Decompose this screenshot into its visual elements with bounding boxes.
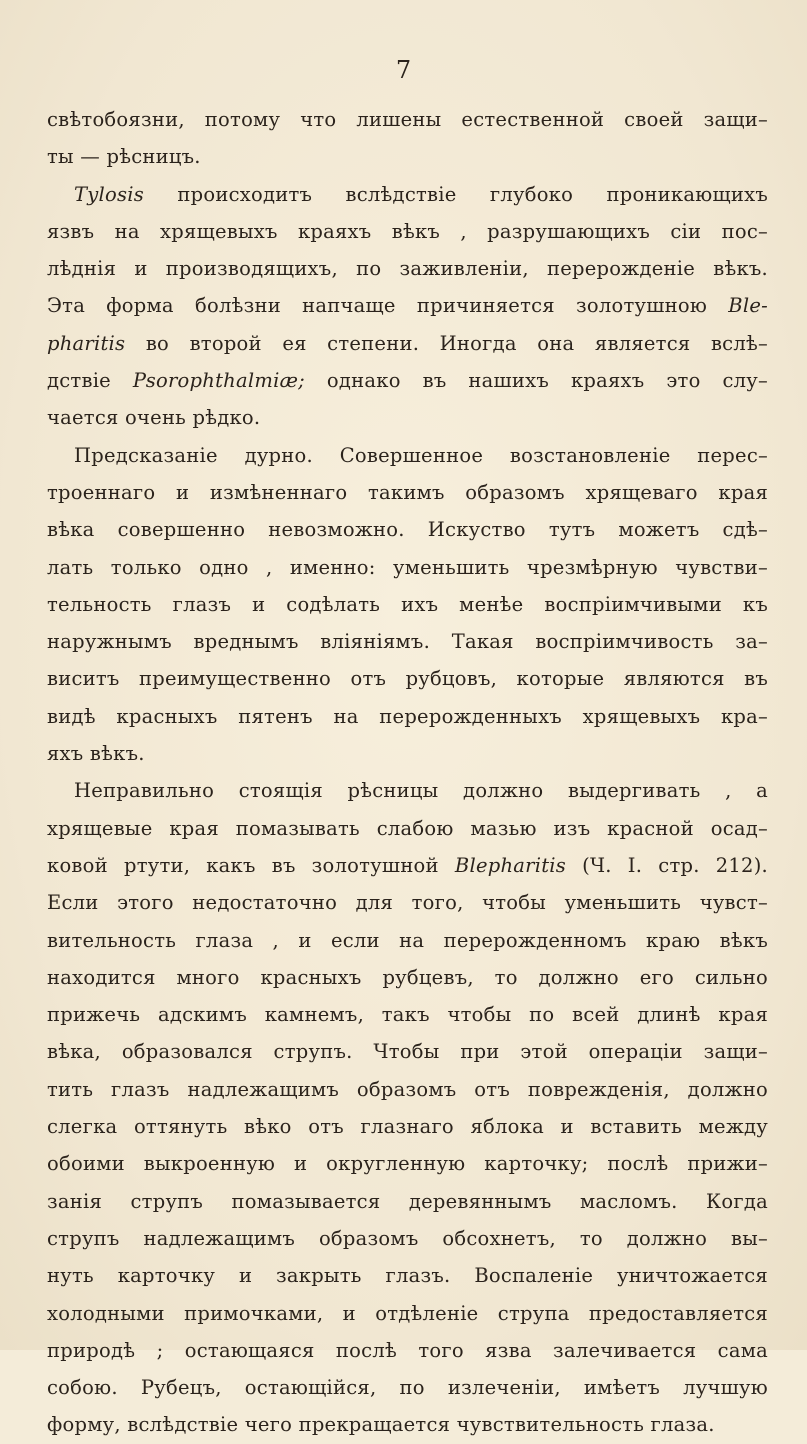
text-segment: язвъ на хрящевыхъ краяхъ вѣкъ , разрушающихъ сіи пос–	[47, 219, 768, 243]
text-line	[47, 549, 768, 586]
text-line	[47, 1406, 768, 1443]
text-segment: троеннаго и измѣненнаго такимъ образомъ хрящеваго края	[47, 480, 768, 504]
text-segment: наружнымъ вреднымъ вліяніямъ. Такая воспріимчивость за–	[47, 630, 768, 654]
text-segment: лать только одно , именно: уменьшить чрезмѣрную чувстви–	[47, 555, 768, 579]
text-segment: вѣка совершенно невозможно. Искуство тутъ можетъ сдѣ–	[47, 518, 768, 542]
text-segment: собою. Рубецъ, остающійся, по излеченіи, имѣетъ лучшую	[47, 1376, 768, 1400]
text-line	[47, 511, 768, 548]
latin-term: Psorophthalmiæ;	[132, 369, 305, 393]
page-number: 7	[395, 56, 412, 84]
text-line	[47, 698, 768, 735]
text-segment: природѣ ; остающаяся послѣ того язва залечивается сама	[47, 1338, 768, 1362]
text-segment: во второй ея степени. Иногда она является вслѣ–	[125, 331, 768, 355]
text-line	[47, 1145, 768, 1182]
text-line	[47, 735, 768, 772]
text-line	[47, 474, 768, 511]
text-line	[47, 847, 768, 884]
text-segment: прижечь адскимъ камнемъ, такъ чтобы по всей длинѣ края	[47, 1003, 768, 1027]
text-line	[47, 1220, 768, 1257]
text-line	[47, 884, 768, 921]
text-line	[47, 1369, 768, 1406]
text-line	[47, 959, 768, 996]
text-segment: ты — рѣсницъ.	[47, 145, 201, 169]
body-text	[47, 101, 768, 1444]
text-line	[47, 437, 768, 474]
text-segment: яхъ вѣкъ.	[47, 742, 145, 766]
text-line	[47, 922, 768, 959]
text-segment: Если этого недостаточно для того, чтобы уменьшить чувст–	[47, 891, 768, 915]
text-line	[47, 1332, 768, 1369]
text-segment: нуть карточку и закрыть глазъ. Воспаленіе уничтожается	[47, 1264, 768, 1288]
text-segment: Предсказаніе дурно. Совершенное возстановленіе перес–	[74, 443, 768, 467]
text-line	[47, 996, 768, 1033]
text-segment: происходитъ вслѣдствіе глубоко проникающихъ	[144, 182, 768, 206]
text-segment: форму, вслѣдствіе чего прекращается чувствительность глаза.	[47, 1413, 715, 1437]
text-line	[47, 1071, 768, 1108]
text-segment: видѣ красныхъ пятенъ на перерожденныхъ хрящевыхъ кра–	[47, 704, 768, 728]
text-segment: струпъ надлежащимъ образомъ обсохнетъ, то должно вы–	[47, 1226, 768, 1250]
latin-term: Blepharitis	[454, 853, 567, 877]
text-line	[47, 1183, 768, 1220]
text-line	[47, 176, 768, 213]
text-line	[47, 586, 768, 623]
text-segment: холодными примочками, и отдѣленіе струпа предоставляется	[47, 1301, 768, 1325]
text-segment: тить глазъ надлежащимъ образомъ отъ поврежденія, должно	[47, 1077, 768, 1101]
text-segment: находится много красныхъ рубцевъ, то должно его сильно	[47, 965, 768, 989]
text-line	[47, 1108, 768, 1145]
text-segment: свѣтобоязни, потому что лишены естественной своей защи–	[47, 108, 768, 131]
text-line	[47, 1295, 768, 1332]
text-segment: занія струпъ помазывается деревяннымъ масломъ. Когда	[47, 1189, 768, 1213]
text-line	[47, 138, 768, 175]
text-segment: тельность глазъ и содѣлать ихъ менѣе воспріимчивыми къ	[47, 592, 768, 616]
text-line	[47, 287, 768, 324]
text-segment: ковой ртути, какъ въ золотушной	[47, 853, 455, 877]
text-segment: однако въ нашихъ краяхъ это слу–	[304, 369, 769, 393]
text-line	[47, 1257, 768, 1294]
text-segment: вительность глаза , и если на перерожденномъ краю вѣкъ	[47, 928, 768, 952]
text-segment: дствіе	[47, 369, 133, 393]
text-line	[47, 250, 768, 287]
text-line	[47, 810, 768, 847]
latin-term: pharitis	[47, 331, 126, 355]
text-line	[47, 399, 768, 436]
text-segment: слегка оттянуть вѣко отъ глазнаго яблока и вставить между	[47, 1115, 768, 1139]
text-line	[47, 213, 768, 250]
text-segment: (Ч. I. стр. 212).	[566, 853, 769, 877]
text-segment: хрящевые края помазывать слабою мазью изъ красной осад–	[47, 816, 768, 840]
text-segment: виситъ преимущественно отъ рубцовъ, которые являются въ	[47, 667, 768, 691]
text-line	[47, 660, 768, 697]
text-segment: Эта форма болѣзни напчаще причиняется золотушною	[47, 294, 729, 318]
text-segment: вѣка, образовался струпъ. Чтобы при этой операціи защи–	[47, 1040, 768, 1064]
text-segment: Неправильно стоящія рѣсницы должно выдергивать , а	[74, 779, 768, 803]
text-segment: обоими выкроенную и округленную карточку; послѣ прижи–	[47, 1152, 768, 1176]
latin-term: Tylosis	[74, 182, 144, 206]
text-line	[47, 101, 768, 138]
text-line	[47, 623, 768, 660]
text-line	[47, 1033, 768, 1070]
text-line	[47, 325, 768, 362]
text-segment: чается очень рѣдко.	[47, 406, 261, 430]
text-line	[47, 362, 768, 399]
text-segment: лѣднія и производящихъ, по заживленіи, перерожденіе вѣкъ.	[47, 257, 768, 281]
latin-term: Ble-	[728, 294, 768, 318]
text-line	[47, 772, 768, 809]
